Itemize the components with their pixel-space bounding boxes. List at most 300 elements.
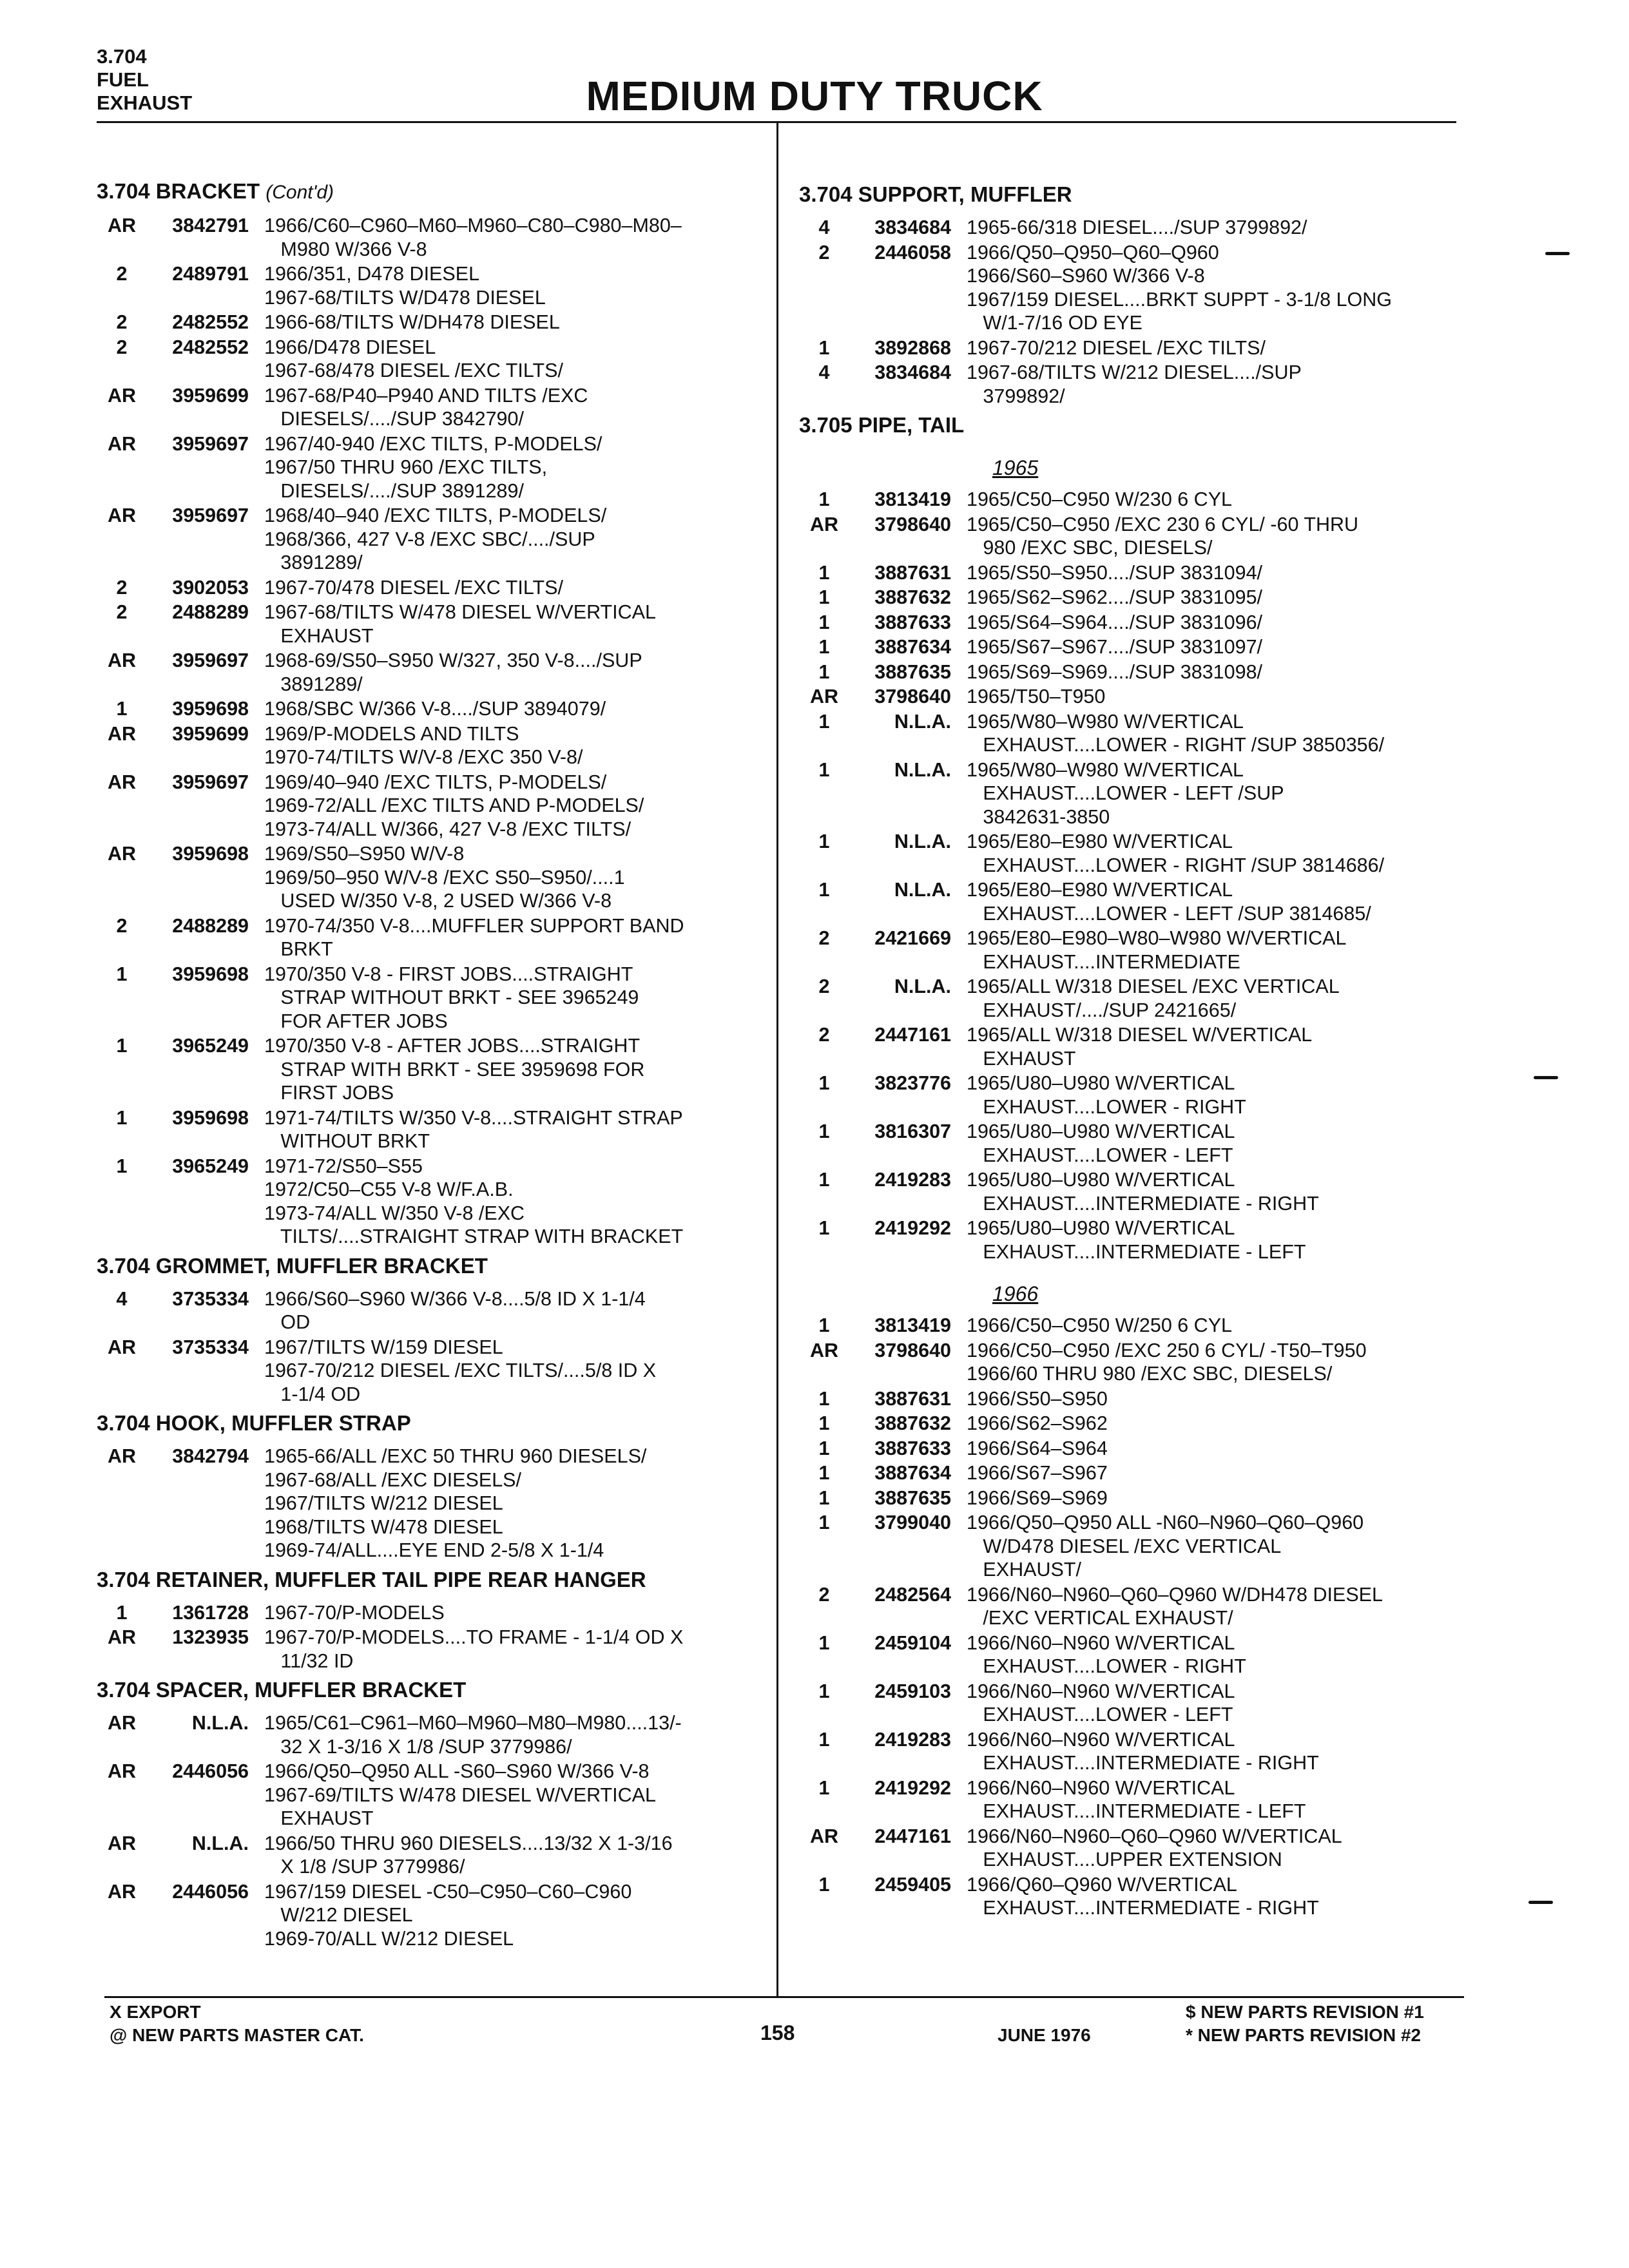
quantity-cell: AR (107, 1760, 137, 1782)
left-column (97, 174, 767, 1954)
parts-row (97, 771, 767, 841)
quantity-cell: 1 (818, 488, 830, 510)
part-number-cell: 2447161 (874, 1825, 951, 1847)
description-cell: 1966/C50–C950 W/250 6 CYL (967, 1314, 1233, 1336)
section-code: 3.704 (97, 45, 147, 68)
part-number-cell: 2419292 (874, 1217, 951, 1239)
description-cell: 1965/ALL W/318 DIESEL /EXC VERTICAL EXHAUST/..../SUP 2421665/ (967, 975, 1340, 1021)
legend-export: X EXPORT (110, 2002, 201, 2022)
parts-row (799, 1486, 1463, 1510)
description-cell: 1971-72/S50–S55 1972/C50–C55 V-8 W/F.A.B. 1973-74/ALL W/350 V-8 /EXC TILTS/....STRAIGHT STRAP WITH BRACKET (264, 1155, 684, 1247)
part-number-cell: 2447161 (874, 1024, 951, 1046)
parts-row (799, 561, 1463, 585)
parts-row (97, 1760, 767, 1831)
part-number-cell: 3735334 (172, 1336, 249, 1358)
part-number-cell: 3887632 (874, 1412, 951, 1434)
description-cell: 1968/SBC W/366 V-8..../SUP 3894079/ (264, 698, 606, 720)
description-cell: 1967-70/478 DIESEL /EXC TILTS/ (264, 576, 563, 599)
part-number-cell: 3813419 (874, 488, 951, 510)
quantity-cell: 2 (116, 311, 128, 333)
part-number-cell: 3959697 (172, 649, 249, 671)
quantity-cell: 2 (116, 914, 128, 937)
part-number-cell: 3834684 (874, 361, 951, 383)
description-cell: 1966/N60–N960–Q60–Q960 W/DH478 DIESEL /EXC VERTICAL EXHAUST/ (967, 1583, 1383, 1629)
parts-row (97, 262, 767, 309)
parts-row (97, 432, 767, 503)
part-number-cell: 2482564 (874, 1583, 951, 1606)
quantity-cell: 1 (818, 1486, 830, 1509)
page-number: 158 (760, 2021, 795, 2044)
parts-row (799, 685, 1463, 709)
part-number-cell: 3965249 (172, 1035, 249, 1057)
description-cell: 1965/S64–S964..../SUP 3831096/ (967, 611, 1263, 633)
parts-row (799, 336, 1463, 360)
section-title (97, 1568, 767, 1592)
section-title-text: 3.704 GROMMET, MUFFLER BRACKET (97, 1253, 488, 1278)
description-cell: 1969/40–940 /EXC TILTS, P-MODELS/ 1969-72/ALL /EXC TILTS AND P-MODELS/ 1973-74/ALL W/366, 427 V-8 /EXC TILTS/ (264, 771, 644, 840)
description-cell: 1965/U80–U980 W/VERTICAL EXHAUST....LOWER - RIGHT (967, 1072, 1246, 1118)
description-cell: 1970/350 V-8 - AFTER JOBS....STRAIGHT STRAP WITH BRKT - SEE 3959698 FOR FIRST JOBS (264, 1035, 645, 1104)
description-cell: 1966/50 THRU 960 DIESELS....13/32 X 1-3/16 X 1/8 /SUP 3779986/ (264, 1832, 673, 1878)
quantity-cell: 1 (116, 1035, 128, 1057)
part-number-cell: 3959697 (172, 771, 249, 793)
quantity-cell: AR (809, 1825, 839, 1847)
quantity-cell: AR (107, 505, 137, 526)
description-cell: 1966/D478 DIESEL 1967-68/478 DIESEL /EXC TILTS/ (264, 336, 563, 381)
part-number-cell: N.L.A. (894, 879, 951, 901)
section-title-text: 3.704 SPACER, MUFFLER BRACKET (97, 1678, 467, 1702)
description-cell: 1965/C61–C961–M60–M960–M80–M980....13/- 32 X 1-3/16 X 1/8 /SUP 3779986/ (264, 1712, 682, 1758)
description-cell: 1965/E80–E980–W80–W980 W/VERTICAL EXHAUST....INTERMEDIATE (967, 927, 1347, 973)
description-cell: 1966/S60–S960 W/366 V-8....5/8 ID X 1-1/4 OD (264, 1287, 646, 1333)
description-cell: 1965/S67–S967..../SUP 3831097/ (967, 636, 1263, 658)
description-cell: 1967/40-940 /EXC TILTS, P-MODELS/ 1967/50 THRU 960 /EXC TILTS, DIESELS/..../SUP 3891289/ (264, 432, 602, 502)
parts-row (97, 384, 767, 431)
quantity-cell: 1 (818, 1217, 830, 1239)
parts-row (97, 601, 767, 648)
parts-row (799, 927, 1463, 974)
parts-row (799, 1583, 1463, 1630)
part-number-cell: N.L.A. (191, 1712, 249, 1734)
catalog-section (97, 1568, 767, 1673)
part-number-cell: 3816307 (874, 1120, 951, 1142)
description-cell: 1966/S64–S964 (967, 1437, 1108, 1459)
part-number-cell: 1361728 (172, 1601, 249, 1624)
quantity-cell: 4 (818, 216, 830, 238)
parts-row (799, 1680, 1463, 1727)
description-cell: 1966/S69–S969 (967, 1486, 1108, 1509)
parts-row (799, 361, 1463, 408)
part-number-cell: 2446058 (874, 241, 951, 264)
parts-row (97, 1832, 767, 1879)
quantity-cell: 1 (818, 611, 830, 633)
quantity-cell: AR (107, 1712, 137, 1734)
parts-row (97, 1445, 767, 1562)
quantity-cell: 1 (818, 1776, 830, 1799)
parts-row (799, 1728, 1463, 1775)
quantity-cell: 1 (818, 1728, 830, 1751)
part-number-cell: 3965249 (172, 1155, 249, 1177)
quantity-cell: AR (107, 1626, 137, 1648)
description-cell: 1965/W80–W980 W/VERTICAL EXHAUST....LOWER - RIGHT /SUP 3850356/ (967, 710, 1385, 756)
section-title (97, 1254, 767, 1278)
description-cell: 1966/S62–S962 (967, 1412, 1108, 1434)
parts-row (97, 504, 767, 575)
parts-row (799, 975, 1463, 1022)
part-number-cell: 3813419 (874, 1314, 951, 1336)
quantity-cell: AR (809, 513, 839, 535)
section-title (799, 413, 1463, 437)
quantity-cell: 1 (818, 586, 830, 608)
parts-row (799, 488, 1463, 512)
revision-1-legend: $ NEW PARTS REVISION #1 (1186, 2002, 1424, 2022)
parts-row (799, 1120, 1463, 1167)
part-number-cell: 3834684 (874, 216, 951, 238)
quantity-cell: 2 (818, 241, 830, 264)
quantity-cell: 1 (818, 758, 830, 781)
parts-row (799, 660, 1463, 684)
part-number-cell: 3959697 (172, 505, 249, 526)
quantity-cell: 1 (818, 1873, 830, 1896)
quantity-cell: AR (107, 1336, 137, 1358)
description-cell: 1966/Q50–Q950 ALL -S60–S960 W/366 V-8 1967-69/TILTS W/478 DIESEL W/VERTICAL EXHAUST (264, 1760, 656, 1829)
part-number-cell: 3798640 (874, 1339, 951, 1361)
quantity-cell: 1 (818, 831, 830, 852)
description-cell: 1965/C50–C950 /EXC 230 6 CYL/ -60 THRU 980 /EXC SBC, DIESELS/ (967, 513, 1359, 559)
quantity-cell: AR (107, 843, 137, 865)
parts-row (799, 1072, 1463, 1119)
quantity-cell: 1 (818, 879, 830, 901)
part-number-cell: 3798640 (874, 686, 951, 707)
part-number-cell: 2459104 (874, 1631, 951, 1654)
quantity-cell: 2 (818, 927, 830, 949)
part-number-cell: N.L.A. (894, 710, 951, 733)
parts-row (799, 710, 1463, 757)
parts-row (799, 1511, 1463, 1582)
part-number-cell: N.L.A. (191, 1832, 249, 1854)
part-number-cell: 2419283 (874, 1169, 951, 1191)
description-cell: 1966/S67–S967 (967, 1462, 1108, 1484)
parts-row (97, 1287, 767, 1334)
part-number-cell: 2488289 (172, 914, 249, 937)
part-number-cell: 3887633 (874, 1437, 951, 1459)
section-title-text: 3.705 PIPE, TAIL (799, 413, 965, 437)
part-number-cell: 3902053 (172, 576, 249, 599)
parts-row (97, 697, 767, 721)
section-title (97, 1678, 767, 1702)
parts-row (799, 1216, 1463, 1264)
quantity-cell: 1 (818, 660, 830, 683)
quantity-cell: 1 (818, 636, 830, 658)
margin-mark (1545, 252, 1570, 255)
margin-mark (1528, 1901, 1553, 1904)
part-number-cell: 2459405 (874, 1873, 951, 1896)
quantity-cell: AR (107, 649, 137, 671)
parts-row (97, 1711, 767, 1758)
description-cell: 1965/S50–S950..../SUP 3831094/ (967, 561, 1263, 584)
part-number-cell: 3887631 (874, 561, 951, 584)
parts-row (97, 1880, 767, 1951)
parts-row (799, 758, 1463, 829)
description-cell: 1966/Q50–Q950 ALL -N60–N960–Q60–Q960 W/D478 DIESEL /EXC VERTICAL EXHAUST/ (967, 1512, 1364, 1581)
category-label: FUEL (97, 68, 149, 91)
quantity-cell: 1 (818, 1314, 830, 1336)
parts-row (97, 1106, 767, 1153)
quantity-cell: 1 (818, 1120, 830, 1142)
quantity-cell: AR (107, 384, 137, 407)
description-cell: 1966/N60–N960 W/VERTICAL EXHAUST....LOWER - RIGHT (967, 1631, 1246, 1677)
description-cell: 1966/S50–S950 (967, 1387, 1108, 1410)
right-column (799, 177, 1463, 1924)
parts-row (799, 216, 1463, 240)
quantity-cell: 1 (116, 1106, 128, 1129)
quantity-cell: 1 (116, 963, 128, 985)
quantity-cell: AR (107, 722, 137, 745)
parts-row (799, 1387, 1463, 1411)
description-cell: 1966/C50–C950 /EXC 250 6 CYL/ -T50–T950 1966/60 THRU 980 /EXC SBC, DIESELS/ (967, 1339, 1367, 1385)
part-number-cell: 3823776 (874, 1072, 951, 1094)
quantity-cell: 2 (116, 576, 128, 599)
parts-row (97, 311, 767, 334)
parts-row (799, 1776, 1463, 1823)
description-cell: 1965/U80–U980 W/VERTICAL EXHAUST....INTERMEDIATE - RIGHT (967, 1169, 1319, 1215)
parts-row (799, 1314, 1463, 1338)
part-number-cell: 2482552 (172, 336, 249, 358)
part-number-cell: 3959699 (172, 722, 249, 745)
quantity-cell: 1 (818, 1387, 830, 1410)
part-number-cell: N.L.A. (894, 975, 951, 997)
part-number-cell: 3799040 (874, 1512, 951, 1533)
publication-date: JUNE 1976 (998, 2025, 1091, 2045)
description-cell: 1965-66/ALL /EXC 50 THRU 960 DIESELS/ 1967-68/ALL /EXC DIESELS/ 1967/TILTS W/212 DIESEL 1968/TILTS W/478 DIESEL 1969-74/ALL....EYE END 2-5/8 X 1-1/4 (264, 1445, 647, 1561)
part-number-cell: 2489791 (172, 263, 249, 285)
part-number-cell: 3887631 (874, 1387, 951, 1410)
part-number-cell: 2446056 (172, 1760, 249, 1782)
parts-row (97, 1155, 767, 1249)
part-number-cell: N.L.A. (894, 831, 951, 852)
parts-row (97, 722, 767, 769)
section-title-text: 3.704 BRACKET (97, 179, 260, 203)
part-number-cell: 3798640 (874, 513, 951, 535)
description-cell: 1971-74/TILTS W/350 V-8....STRAIGHT STRAP WITHOUT BRKT (264, 1106, 683, 1152)
quantity-cell: 1 (818, 1680, 830, 1702)
description-cell: 1965/ALL W/318 DIESEL W/VERTICAL EXHAUST (967, 1024, 1313, 1070)
part-number-cell: 3842794 (172, 1445, 249, 1467)
description-cell: 1970-74/350 V-8....MUFFLER SUPPORT BAND BRKT (264, 914, 684, 960)
part-number-cell: 3959697 (172, 432, 249, 455)
quantity-cell: AR (107, 1880, 137, 1903)
quantity-cell: AR (107, 215, 137, 236)
catalog-section (97, 1678, 767, 1950)
quantity-cell: 1 (818, 1462, 830, 1484)
parts-row (97, 649, 767, 696)
catalog-section (799, 182, 1463, 408)
footer-divider (104, 1996, 1464, 1998)
part-number-cell: 3735334 (172, 1287, 249, 1310)
description-cell: 1965-66/318 DIESEL..../SUP 3799892/ (967, 216, 1307, 238)
description-cell: 1966/N60–N960 W/VERTICAL EXHAUST....INTERMEDIATE - LEFT (967, 1776, 1306, 1822)
revision-2-legend: * NEW PARTS REVISION #2 (1186, 2025, 1422, 2045)
parts-row (97, 963, 767, 1033)
quantity-cell: AR (809, 1339, 839, 1361)
catalog-section (97, 1411, 767, 1562)
description-cell: 1970/350 V-8 - FIRST JOBS....STRAIGHT STRAP WITHOUT BRKT - SEE 3965249 FOR AFTER JOBS (264, 963, 639, 1032)
description-cell: 1967-70/212 DIESEL /EXC TILTS/ (967, 336, 1266, 359)
parts-row (799, 1631, 1463, 1678)
part-number-cell: 3959698 (172, 698, 249, 720)
year-heading: 1966 (992, 1282, 1039, 1305)
description-cell: 1967/TILTS W/159 DIESEL 1967-70/212 DIESEL /EXC TILTS/....5/8 ID X 1-1/4 OD (264, 1336, 657, 1405)
section-title (97, 1411, 767, 1436)
section-title (97, 179, 767, 205)
description-cell: 1965/E80–E980 W/VERTICAL EXHAUST....LOWER - RIGHT /SUP 3814686/ (967, 831, 1385, 876)
section-title-text: 3.704 HOOK, MUFFLER STRAP (97, 1411, 411, 1435)
parts-row (799, 1461, 1463, 1485)
part-number-cell: 2488289 (172, 601, 249, 623)
parts-row (97, 576, 767, 600)
part-number-cell: N.L.A. (894, 758, 951, 781)
quantity-cell: 1 (116, 1155, 128, 1177)
subcategory-label: EXHAUST (97, 91, 193, 114)
margin-mark (1534, 1076, 1558, 1079)
quantity-cell: 2 (818, 975, 830, 997)
parts-row (97, 336, 767, 383)
part-number-cell: 3842791 (172, 215, 249, 236)
part-number-cell: 3892868 (874, 336, 951, 359)
parts-row (97, 1601, 767, 1625)
description-cell: 1966/Q50–Q950–Q60–Q960 1966/S60–S960 W/366 V-8 1967/159 DIESEL....BRKT SUPPT - 3-1/8 LONG W/1-7/16 OD EYE (967, 241, 1393, 334)
description-cell: 1966/N60–N960–Q60–Q960 W/VERTICAL EXHAUST....UPPER EXTENSION (967, 1825, 1342, 1870)
year-heading: 1965 (992, 456, 1039, 479)
description-cell: 1965/T50–T950 (967, 686, 1106, 707)
parts-row (799, 241, 1463, 335)
part-number-cell: 3887635 (874, 1486, 951, 1509)
catalog-section (97, 1254, 767, 1407)
part-number-cell: 3887632 (874, 586, 951, 608)
quantity-cell: 1 (116, 698, 128, 720)
description-cell: 1969/S50–S950 W/V-8 1969/50–950 W/V-8 /EXC S50–S950/....1 USED W/350 V-8, 2 USED W/366 V-8 (264, 843, 625, 912)
quantity-cell: 1 (818, 561, 830, 584)
part-number-cell: 2482552 (172, 311, 249, 333)
section-title-text: 3.704 RETAINER, MUFFLER TAIL PIPE REAR HANGER (97, 1567, 646, 1591)
quantity-cell: 4 (818, 361, 830, 383)
description-cell: 1966/351, D478 DIESEL 1967-68/TILTS W/D478 DIESEL (264, 263, 546, 309)
quantity-cell: AR (107, 1445, 137, 1467)
description-cell: 1967-68/P40–P940 AND TILTS /EXC DIESELS/..../SUP 3842790/ (264, 384, 588, 430)
quantity-cell: 1 (116, 1601, 128, 1624)
description-cell: 1966/N60–N960 W/VERTICAL EXHAUST....LOWER - LEFT (967, 1680, 1235, 1725)
catalog-section (799, 413, 1463, 1920)
part-number-cell: 3959698 (172, 843, 249, 865)
legend-master-cat: @ NEW PARTS MASTER CAT. (110, 2025, 364, 2045)
description-cell: 1968-69/S50–S950 W/327, 350 V-8..../SUP 3891289/ (264, 649, 642, 695)
part-number-cell: 2419292 (874, 1776, 951, 1799)
quantity-cell: 1 (818, 1512, 830, 1533)
part-number-cell: 3887635 (874, 660, 951, 683)
quantity-cell: 1 (818, 336, 830, 359)
description-cell: 1967-68/TILTS W/212 DIESEL..../SUP 3799892/ (967, 361, 1302, 407)
description-cell: 1965/C50–C950 W/230 6 CYL (967, 488, 1233, 510)
parts-row (799, 1825, 1463, 1872)
description-cell: 1965/S62–S962..../SUP 3831095/ (967, 586, 1263, 608)
description-cell: 1965/U80–U980 W/VERTICAL EXHAUST....INTERMEDIATE - LEFT (967, 1217, 1306, 1263)
section-title-text: 3.704 SUPPORT, MUFFLER (799, 182, 1072, 206)
column-divider (776, 123, 778, 1998)
parts-row (799, 830, 1463, 877)
description-cell: 1967-70/P-MODELS....TO FRAME - 1-1/4 OD X 11/32 ID (264, 1626, 684, 1672)
parts-row (799, 586, 1463, 610)
parts-row (97, 1034, 767, 1105)
description-cell: 1965/U80–U980 W/VERTICAL EXHAUST....LOWER - LEFT (967, 1120, 1235, 1166)
part-number-cell: 3887634 (874, 1462, 951, 1484)
description-cell: 1969/P-MODELS AND TILTS 1970-74/TILTS W/V-8 /EXC 350 V-8/ (264, 722, 583, 768)
parts-row (97, 842, 767, 913)
continued-label: (Cont'd) (265, 182, 334, 203)
quantity-cell: 1 (818, 1437, 830, 1459)
quantity-cell: AR (107, 432, 137, 455)
part-number-cell: 3887633 (874, 611, 951, 633)
parts-row (799, 635, 1463, 659)
description-cell: 1965/S69–S969..../SUP 3831098/ (967, 660, 1263, 683)
part-number-cell: 3959698 (172, 1106, 249, 1129)
section-title (799, 182, 1463, 207)
description-cell: 1966/N60–N960 W/VERTICAL EXHAUST....INTERMEDIATE - RIGHT (967, 1728, 1319, 1774)
parts-row (799, 1437, 1463, 1461)
description-cell: 1967/159 DIESEL -C50–C950–C60–C960 W/212 DIESEL 1969-70/ALL W/212 DIESEL (264, 1880, 632, 1950)
part-number-cell: 2421669 (874, 927, 951, 949)
quantity-cell: 1 (818, 1169, 830, 1191)
part-number-cell: 3959698 (172, 963, 249, 985)
parts-row (799, 878, 1463, 925)
quantity-cell: AR (809, 686, 839, 707)
parts-row (799, 1873, 1463, 1920)
quantity-cell: 2 (116, 263, 128, 285)
quantity-cell: 2 (116, 601, 128, 623)
parts-row (799, 513, 1463, 560)
description-cell: 1967-68/TILTS W/478 DIESEL W/VERTICAL EXHAUST (264, 601, 656, 647)
quantity-cell: 1 (818, 1631, 830, 1654)
quantity-cell: AR (107, 1832, 137, 1854)
part-number-cell: 2446056 (172, 1880, 249, 1903)
parts-row (97, 1336, 767, 1407)
description-cell: 1966/C60–C960–M60–M960–C80–C980–M80– M980 W/366 V-8 (264, 215, 682, 260)
description-cell: 1967-70/P-MODELS (264, 1601, 445, 1624)
quantity-cell: 2 (116, 336, 128, 358)
quantity-cell: 1 (818, 1072, 830, 1094)
part-number-cell: 2419283 (874, 1728, 951, 1751)
parts-row (97, 914, 767, 961)
parts-row (97, 1626, 767, 1673)
description-cell: 1966-68/TILTS W/DH478 DIESEL (264, 311, 560, 333)
parts-row (799, 1412, 1463, 1436)
quantity-cell: 2 (818, 1583, 830, 1606)
parts-row (97, 214, 767, 261)
quantity-cell: AR (107, 771, 137, 793)
description-cell: 1968/40–940 /EXC TILTS, P-MODELS/ 1968/366, 427 V-8 /EXC SBC/..../SUP 3891289/ (264, 505, 607, 573)
part-number-cell: 1323935 (172, 1626, 249, 1648)
description-cell: 1965/W80–W980 W/VERTICAL EXHAUST....LOWER - LEFT /SUP 3842631-3850 (967, 758, 1284, 828)
quantity-cell: 1 (818, 710, 830, 733)
page-title: MEDIUM DUTY TRUCK (586, 73, 1043, 119)
quantity-cell: 2 (818, 1024, 830, 1046)
quantity-cell: 4 (116, 1287, 128, 1310)
parts-row (799, 611, 1463, 635)
part-number-cell: 3887634 (874, 636, 951, 658)
description-cell: 1965/E80–E980 W/VERTICAL EXHAUST....LOWER - LEFT /SUP 3814685/ (967, 879, 1371, 925)
parts-row (799, 1339, 1463, 1386)
catalog-section (97, 179, 767, 1249)
parts-row (799, 1023, 1463, 1070)
